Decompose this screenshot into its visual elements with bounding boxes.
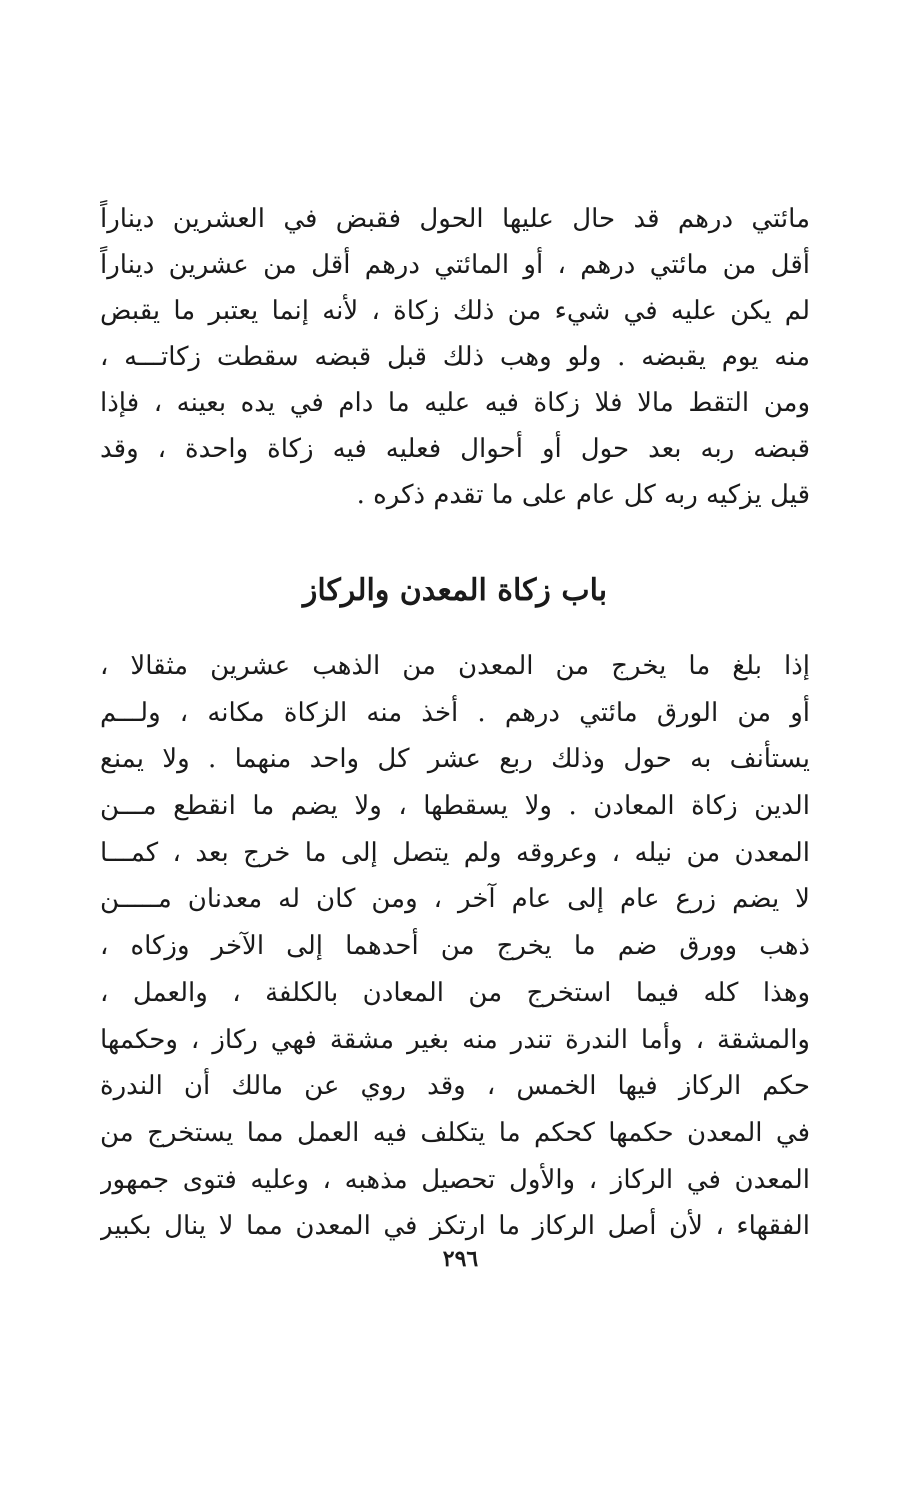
text-line: لم يكن عليه في شيء من ذلك زكاة ، لأنه إنما يعتبر ما يقبض — [100, 296, 810, 326]
text-line: يستأنف به حول وذلك ربع عشر كل واحد منهما . ولا يمنع — [100, 744, 810, 775]
text-line: حكم الركاز فيها الخمس ، وقد روي عن مالك أن الندرة — [100, 1071, 810, 1102]
text-line: وهذا كله فيما استخرج من المعادن بالكلفة ، والعمل ، — [100, 977, 810, 1008]
top-paragraph — [100, 196, 810, 518]
section-heading: باب زكاة المعدن والركاز — [302, 573, 608, 608]
text-line: مائتي درهم قد حال عليها الحول فقبض في العشرين ديناراً — [100, 204, 810, 234]
text-line: ومن التقط مالا فلا زكاة فيه عليه ما دام في يده بعينه ، فإذا — [100, 388, 810, 418]
text-line: الفقهاء ، لأن أصل الركاز ما ارتكز في المعدن مما لا ينال بكبير — [100, 1211, 810, 1242]
text-line: المعدن في الركاز ، والأول تحصيل مذهبه ، وعليه فتوى جمهور — [100, 1164, 810, 1195]
text-line: المعدن من نيله ، وعروقه ولم يتصل إلى ما خرج بعد ، كمـــا — [100, 837, 810, 868]
text-line: قبضه ربه بعد حول أو أحوال فعليه فيه زكاة واحدة ، وقد — [100, 434, 810, 464]
text-line: أقل من مائتي درهم ، أو المائتي درهم أقل من عشرين ديناراً — [100, 250, 810, 280]
page-number: ٢٩٦ — [442, 1246, 479, 1272]
text-line: في المعدن حكمها كحكم ما يتكلف فيه العمل مما يستخرج من — [100, 1117, 810, 1148]
text-line: الدين زكاة المعادن . ولا يسقطها ، ولا يضم ما انقطع مـــن — [100, 791, 810, 822]
body-paragraph — [100, 643, 810, 1250]
text-line: والمشقة ، وأما الندرة تندر منه بغير مشقة فهي ركاز ، وحكمها — [100, 1024, 810, 1055]
text-line: إذا بلغ ما يخرج من المعدن من الذهب عشرين مثقالا ، — [100, 651, 810, 681]
text-line: أو من الورق مائتي درهم . أخذ منه الزكاة مكانه ، ولـــم — [100, 697, 810, 728]
text-line: منه يوم يقبضه . ولو وهب ذلك قبل قبضه سقطت زكاتـــه ، — [100, 342, 810, 372]
text-line: قيل يزكيه ربه كل عام على ما تقدم ذكره . — [356, 480, 810, 510]
text-line: ذهب وورق ضم ما يخرج من أحدهما إلى الآخر وزكاه ، — [100, 931, 810, 962]
text-line: لا يضم زرع عام إلى عام آخر ، ومن كان له معدنان مـــــن — [100, 884, 810, 915]
